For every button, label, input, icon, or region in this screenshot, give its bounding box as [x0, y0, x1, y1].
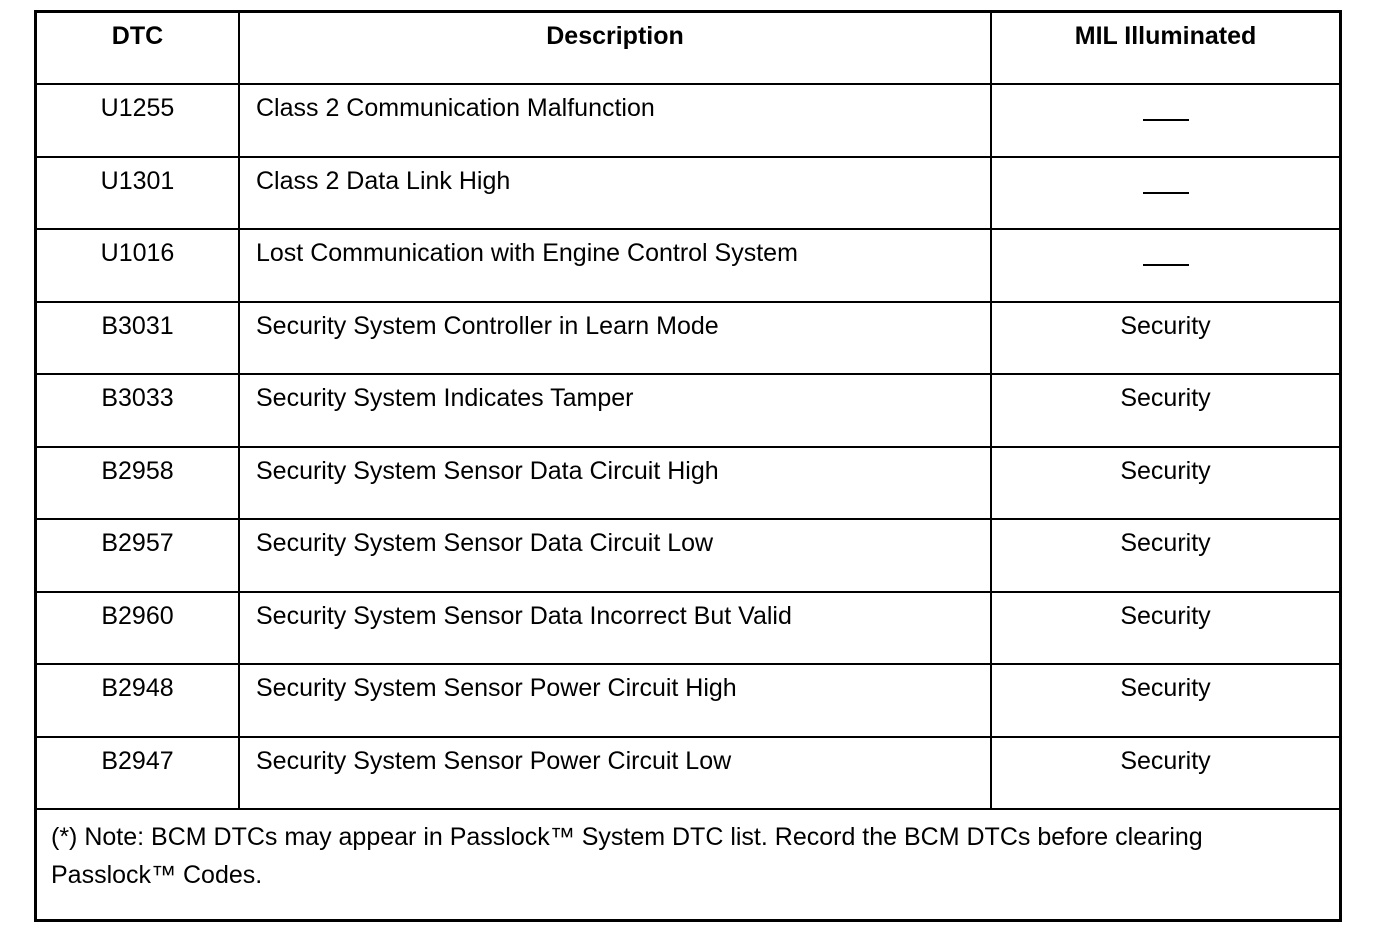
mil-illuminated: Security [1120, 529, 1211, 557]
table-note: (*) Note: BCM DTCs may appear in Passlock™ System DTC list. Record the BCM DTCs before clearing Passlock™ Codes. [51, 823, 1203, 889]
dtc-code: B2958 [37, 448, 240, 519]
dtc-description: Security System Indicates Tamper [240, 375, 992, 446]
dtc-description: Security System Controller in Learn Mode [240, 303, 992, 374]
dtc-code: B2948 [37, 665, 240, 736]
mil-illuminated [992, 85, 1339, 156]
table-row [37, 230, 1339, 303]
mil-illuminated: Security [1120, 746, 1211, 775]
mil-illuminated: Security [1120, 311, 1211, 340]
dtc-code: B2957 [37, 520, 240, 591]
table-row [37, 85, 1339, 158]
dtc-description: Lost Communication with Engine Control System [240, 230, 992, 301]
mil-illuminated: Security [1120, 384, 1211, 412]
dtc-code: B3033 [37, 375, 240, 446]
table-row [37, 158, 1339, 231]
dtc-description: Security System Sensor Data Circuit Low [240, 520, 992, 591]
table-row [37, 665, 1339, 738]
dtc-code: U1255 [37, 85, 240, 156]
table-row [37, 375, 1339, 448]
dtc-description: Security System Sensor Data Incorrect But Valid [240, 593, 992, 664]
dtc-code: B3031 [37, 303, 240, 374]
mil-illuminated: Security [1120, 456, 1211, 485]
header-mil-illuminated: MIL Illuminated [1074, 22, 1257, 50]
header-description: Description [240, 13, 992, 83]
dtc-code: B2947 [37, 738, 240, 809]
mil-illuminated [992, 230, 1339, 301]
mil-illuminated: Security [1120, 601, 1211, 630]
table-row [37, 303, 1339, 376]
dash-mark [1143, 119, 1189, 121]
table-row [37, 593, 1339, 666]
dtc-description: Security System Sensor Data Circuit High [240, 448, 992, 519]
table-row [37, 520, 1339, 593]
dtc-description: Class 2 Communication Malfunction [240, 85, 992, 156]
dtc-description: Security System Sensor Power Circuit High [240, 665, 992, 736]
mil-illuminated: Security [1120, 674, 1211, 702]
dash-mark [1143, 264, 1189, 266]
dtc-table [34, 10, 1342, 922]
mil-illuminated [992, 158, 1339, 229]
dtc-code: B2960 [37, 593, 240, 664]
dtc-code: U1016 [37, 230, 240, 301]
dtc-description: Security System Sensor Power Circuit Low [240, 738, 992, 809]
dtc-description: Class 2 Data Link High [240, 158, 992, 229]
dash-mark [1143, 192, 1189, 194]
dtc-code: U1301 [37, 158, 240, 229]
table-row [37, 448, 1339, 521]
table-row [37, 738, 1339, 811]
header-dtc: DTC [37, 13, 240, 83]
table-header-row [37, 13, 1339, 85]
